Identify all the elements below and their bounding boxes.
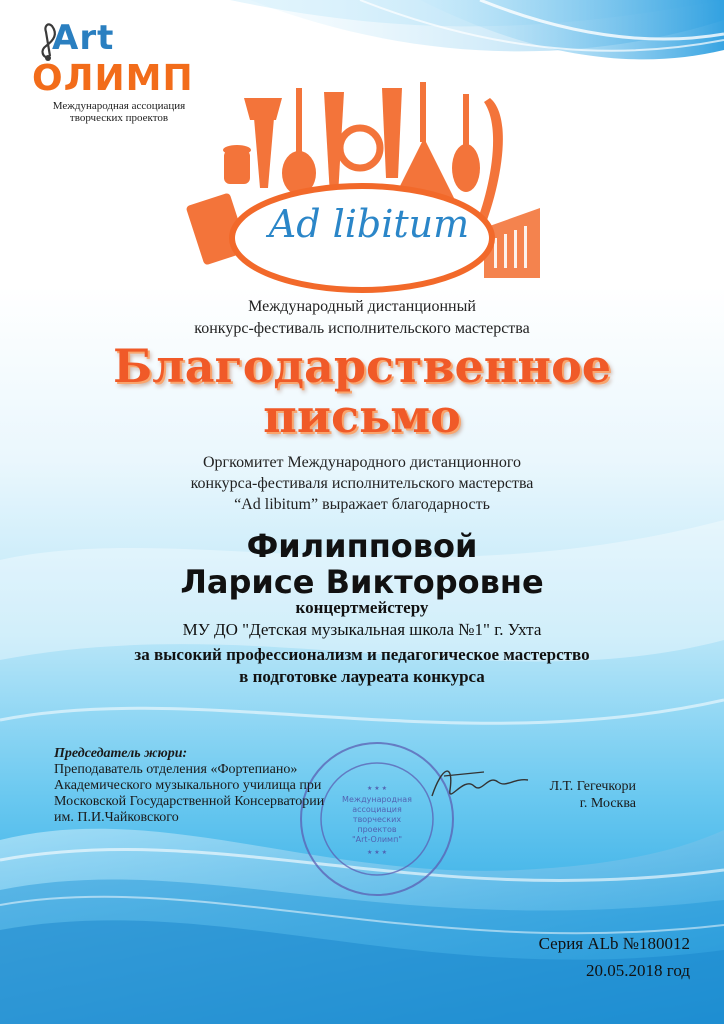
signer-city: г. Москва <box>579 796 636 811</box>
intro-line-1: Международный дистанционный <box>248 298 476 315</box>
svg-text:★ ★ ★: ★ ★ ★ <box>367 849 387 856</box>
jury-line-1: Преподаватель отделения «Фортепиано» <box>54 762 298 777</box>
svg-text:★ ★ ★: ★ ★ ★ <box>367 785 387 792</box>
jury-line-4: им. П.И.Чайковского <box>54 810 179 825</box>
recipient-school: МУ ДО "Детская музыкальная школа №1" г. Ухта <box>182 620 542 639</box>
title-line-2: письмо <box>263 389 461 443</box>
organizer-line-3: “Ad libitum” выражает благодарность <box>234 496 490 513</box>
organizer-line-1: Оргкомитет Международного дистанционного <box>203 454 521 471</box>
stamp-line-4: проектов <box>357 825 397 834</box>
logo-subtitle <box>34 100 204 124</box>
recipient-given-names: Ларисе Викторовне <box>180 563 544 601</box>
logo-olymp-text: ОЛИМП <box>32 58 194 99</box>
jury-line-2: Академического музыкального училища при <box>54 778 322 793</box>
signer-block <box>500 778 636 812</box>
reason-line-2: в подготовке лауреата конкурса <box>239 667 485 686</box>
jury-block <box>54 746 354 826</box>
recipient-role: концертмейстеру <box>295 598 429 617</box>
jury-line-3: Московской Государственной Консерватории <box>54 794 325 809</box>
certificate-date: 20.05.2018 год <box>586 961 690 980</box>
stamp-line-2: ассоциация <box>352 805 402 814</box>
organizer-line-2: конкурса-фестиваля исполнительского мастерства <box>190 475 534 492</box>
logo-subtitle-line1: Международная ассоциация <box>52 100 186 112</box>
title-line-1: Благодарственное <box>112 339 612 393</box>
ad-libitum-title: Ad libitum <box>268 202 470 246</box>
signer-name: Л.Т. Гегечкори <box>549 779 636 794</box>
logo-subtitle-line2: творческих проектов <box>69 112 169 124</box>
logo-art-text: Art <box>52 18 115 58</box>
instruments-emblem <box>184 78 540 308</box>
jury-heading: Председатель жюри: <box>54 746 188 761</box>
certificate-meta <box>500 930 690 984</box>
certificate-series: Серия ALb №180012 <box>538 934 690 953</box>
stamp-line-3: творческих <box>352 815 402 824</box>
stamp-line-1: Международная <box>342 795 412 804</box>
reason-line-1: за высокий профессионализм и педагогическое мастерство <box>134 645 590 664</box>
recipient-surname: Филипповой <box>246 527 478 565</box>
intro-line-2: конкурс-фестиваль исполнительского мастерства <box>194 320 530 337</box>
art-olymp-logo <box>30 14 210 124</box>
stamp-line-5: "Art-Олимп" <box>351 835 403 844</box>
